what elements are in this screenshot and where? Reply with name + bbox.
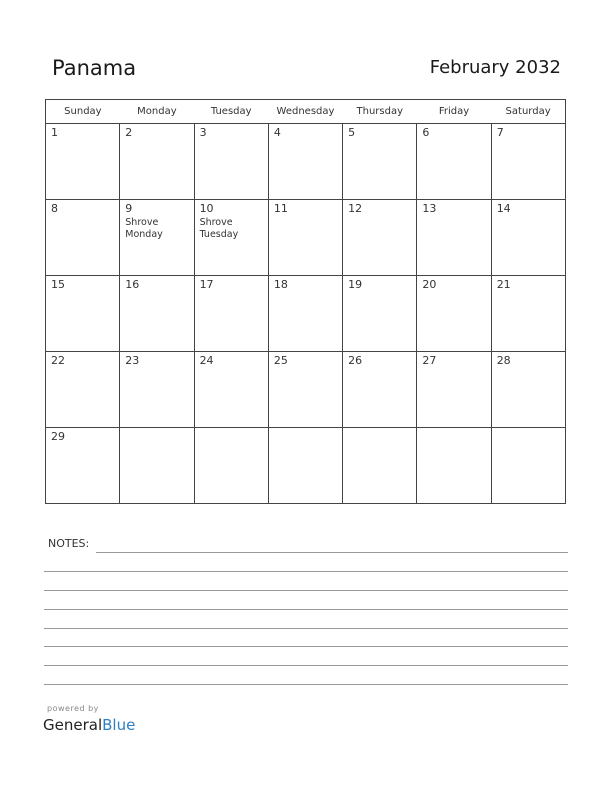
week-row bbox=[46, 276, 566, 352]
day-number: 27 bbox=[422, 354, 437, 367]
notes-line bbox=[44, 665, 568, 666]
brand-general: General bbox=[43, 716, 103, 734]
day-number: 23 bbox=[125, 354, 140, 367]
day-number: 4 bbox=[273, 126, 281, 139]
notes-line bbox=[44, 628, 568, 629]
day-number: 15 bbox=[51, 278, 65, 291]
notes-line bbox=[44, 609, 568, 610]
day-cell bbox=[46, 276, 120, 352]
day-cell bbox=[194, 276, 268, 352]
day-number: 22 bbox=[51, 354, 65, 367]
day-number: 18 bbox=[273, 278, 288, 291]
day-number: 28 bbox=[496, 354, 511, 367]
day-cell bbox=[46, 124, 120, 200]
week-row bbox=[46, 200, 566, 276]
week-row bbox=[46, 428, 566, 504]
day-cell bbox=[417, 124, 491, 200]
weekday-friday: Friday bbox=[417, 100, 491, 124]
notes-line bbox=[44, 684, 568, 685]
weekday-wednesday: Wednesday bbox=[268, 100, 342, 124]
month-title: February 2032 bbox=[429, 57, 561, 78]
day-cell bbox=[268, 276, 342, 352]
day-number: 25 bbox=[273, 354, 288, 367]
weekday-tuesday: Tuesday bbox=[194, 100, 268, 124]
day-number: 13 bbox=[422, 202, 437, 215]
day-number: 29 bbox=[51, 430, 65, 443]
day-cell bbox=[194, 200, 268, 276]
day-cell bbox=[194, 124, 268, 200]
day-number: 8 bbox=[51, 202, 58, 215]
day-cell bbox=[120, 200, 194, 276]
day-cell bbox=[120, 124, 194, 200]
country-title: Panama bbox=[52, 56, 137, 80]
day-cell bbox=[417, 352, 491, 428]
day-number: 24 bbox=[199, 354, 214, 367]
day-cell bbox=[46, 352, 120, 428]
day-number: 19 bbox=[348, 278, 363, 291]
weekday-header-row bbox=[46, 100, 566, 124]
day-number: 3 bbox=[199, 126, 207, 139]
day-cell bbox=[417, 276, 491, 352]
weekday-thursday: Thursday bbox=[343, 100, 417, 124]
day-number: 11 bbox=[273, 202, 288, 215]
day-number: 1 bbox=[51, 126, 58, 139]
day-cell bbox=[343, 428, 417, 504]
day-cell bbox=[417, 428, 491, 504]
day-number: 5 bbox=[348, 126, 356, 139]
notes-line bbox=[96, 552, 568, 553]
day-cell bbox=[343, 276, 417, 352]
day-cell bbox=[491, 352, 565, 428]
day-cell bbox=[343, 200, 417, 276]
holiday-label: Shrove Tuesday bbox=[199, 217, 239, 240]
day-cell bbox=[491, 124, 565, 200]
holiday-label: Shrove Monday bbox=[125, 217, 163, 240]
weekday-saturday: Saturday bbox=[491, 100, 565, 124]
day-number: 7 bbox=[496, 126, 504, 139]
day-cell bbox=[120, 276, 194, 352]
notes-line bbox=[44, 646, 568, 647]
day-number: 16 bbox=[125, 278, 140, 291]
day-cell bbox=[491, 428, 565, 504]
calendar-grid bbox=[45, 99, 566, 504]
day-cell bbox=[120, 428, 194, 504]
day-number: 26 bbox=[348, 354, 363, 367]
powered-by-text: powered by bbox=[47, 704, 99, 713]
day-number: 9 bbox=[125, 202, 133, 215]
day-number: 6 bbox=[422, 126, 430, 139]
notes-label: NOTES: bbox=[48, 537, 90, 550]
day-cell bbox=[491, 200, 565, 276]
day-number: 20 bbox=[422, 278, 437, 291]
day-cell bbox=[417, 200, 491, 276]
day-cell bbox=[194, 352, 268, 428]
day-cell bbox=[46, 428, 120, 504]
day-cell bbox=[343, 124, 417, 200]
day-cell bbox=[268, 200, 342, 276]
weekday-sunday: Sunday bbox=[46, 100, 120, 124]
week-row bbox=[46, 352, 566, 428]
day-number: 2 bbox=[125, 126, 133, 139]
weekday-monday: Monday bbox=[120, 100, 194, 124]
day-cell bbox=[120, 352, 194, 428]
day-cell bbox=[194, 428, 268, 504]
day-number: 10 bbox=[199, 202, 214, 215]
notes-line bbox=[44, 590, 568, 591]
day-number: 12 bbox=[348, 202, 363, 215]
day-number: 17 bbox=[199, 278, 214, 291]
week-row bbox=[46, 124, 566, 200]
day-cell bbox=[268, 352, 342, 428]
day-number: 21 bbox=[496, 278, 511, 291]
brand-logo bbox=[43, 716, 135, 734]
day-cell bbox=[268, 428, 342, 504]
notes-line bbox=[44, 571, 568, 572]
day-cell bbox=[343, 352, 417, 428]
brand-blue: Blue bbox=[102, 716, 136, 734]
day-number: 14 bbox=[496, 202, 511, 215]
day-cell bbox=[46, 200, 120, 276]
day-cell bbox=[491, 276, 565, 352]
day-cell bbox=[268, 124, 342, 200]
